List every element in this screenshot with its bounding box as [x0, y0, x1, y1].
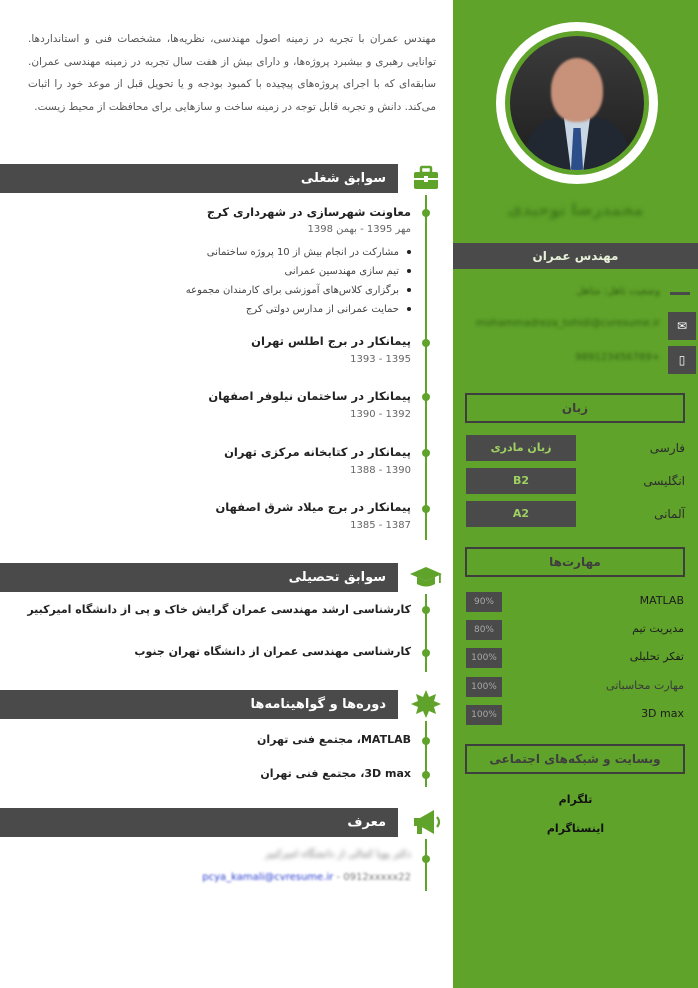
briefcase-icon — [408, 163, 444, 193]
skill-percent-badge: 100% — [466, 705, 502, 725]
phone-row[interactable] — [460, 346, 696, 372]
timeline-dot — [422, 393, 430, 401]
skill-percent-badge: 100% — [466, 677, 502, 697]
timeline-dot — [422, 505, 430, 513]
job-title: معاونت شهرسازی در شهرداری کرج — [206, 205, 411, 219]
instagram-link[interactable]: اینستاگرام — [546, 822, 605, 835]
language-name: آلمانی — [654, 507, 685, 521]
skill-item — [466, 705, 686, 725]
skill-percent-badge: 90% — [466, 592, 502, 612]
languages-heading: زبان — [465, 393, 685, 423]
timeline-dot — [422, 649, 430, 657]
timeline-dot — [422, 606, 430, 614]
job-date: 1392 - 1390 — [350, 409, 411, 420]
courses-section-heading: دوره‌ها و گواهینامه‌ها — [0, 690, 398, 719]
skill-percent-badge: 100% — [466, 648, 502, 668]
phone-text[interactable]: +989123456789 — [575, 352, 660, 363]
graduation-cap-icon — [408, 562, 444, 592]
reference-name: دکتر پویا کمالی از دانشگاه امیرکبیر — [265, 849, 411, 860]
skills-heading: مهارت‌ها — [465, 547, 685, 577]
envelope-icon: ✉ — [668, 312, 696, 340]
job-title: پیمانکار در برج میلاد شرق اصفهان — [215, 500, 411, 514]
reference-phone: 0912xxxxx22 — [343, 872, 411, 883]
email-text[interactable]: mohammadreza_tohidi@cvresume.ir — [476, 318, 660, 329]
skill-percent-badge: 80% — [466, 620, 502, 640]
language-name: انگلیسی — [643, 474, 685, 488]
skill-name: مدیریت تیم — [632, 622, 684, 635]
mobile-phone-icon: ▯ — [668, 346, 696, 374]
timeline-dot — [422, 339, 430, 347]
job-title: پیمانکار در کتابخانه مرکزی تهران — [224, 445, 411, 459]
skill-item — [466, 648, 686, 668]
responsibility-item: مشارکت در انجام بیش از 10 پروژه ساختمانی — [186, 243, 411, 262]
skill-item — [466, 620, 686, 640]
job-title-bar: مهندس عمران — [453, 243, 698, 269]
timeline-dot — [422, 855, 430, 863]
responsibility-item: حمایت عمرانی از مدارس دولتی کرج — [186, 300, 411, 319]
job-date: 1387 - 1385 — [350, 520, 411, 531]
education-section-heading: سوابق تحصیلی — [0, 563, 398, 592]
reference-contact: pcya_kamali@cvresume.ir - 0912xxxxx22 — [202, 872, 411, 883]
language-level: A2 — [466, 501, 576, 527]
skill-name: MATLAB — [639, 594, 684, 607]
work-section-heading: سوابق شغلی — [0, 164, 398, 193]
timeline-dot — [422, 449, 430, 457]
reference-section-heading: معرف — [0, 808, 398, 837]
responsibility-item: برگزاری کلاس‌های آموزشی برای کارمندان مجموعه — [186, 281, 411, 300]
timeline-dot — [422, 737, 430, 745]
job-responsibilities — [186, 243, 411, 319]
summary-paragraph: مهندس عمران با تجربه در زمینه اصول مهندسی، نظریه‌ها، مشخصات فنی و استانداردها. توانایی رهبری و بیشبرد پروژه‌ها، و دارای بیش از هفت سال تجربه در زمینه مهندسی عمران. سابقه‌ای که با اجرای پروژه‌های پیچیده با کمبود بودجه و یا تحویل قبل از موعد خود را اثبات می‌کند. دانش و تجربه قابل توجه در زمینه ساخت و سازهایی برای محافظت از محیط زیست. — [28, 33, 436, 113]
profile-photo — [510, 36, 644, 170]
marital-row — [460, 280, 696, 306]
course-item: MATLAB، مجتمع فنی تهران — [256, 733, 411, 746]
skill-name: 3D max — [641, 707, 684, 720]
job-date: 1390 - 1388 — [350, 465, 411, 476]
language-level: زبان مادری — [466, 435, 576, 461]
course-item: 3D max، مجتمع فنی تهران — [260, 767, 411, 780]
certificate-badge-icon — [408, 689, 444, 719]
timeline-dot — [422, 771, 430, 779]
education-item: کارشناسی مهندسی عمران از دانشگاه تهران جنوب — [134, 645, 411, 658]
skill-name: تفکر تحلیلی — [629, 650, 684, 663]
education-item: کارشناسی ارشد مهندسی عمران گرایش خاک و پی از دانشگاه امیرکبیر — [27, 603, 411, 616]
responsibility-item: تیم سازی مهندسین عمرانی — [186, 262, 411, 281]
profile-name: محمدرضا توحیدی — [507, 200, 644, 219]
skill-name: مهارت محاسباتی — [606, 679, 684, 692]
skill-item — [466, 677, 686, 697]
job-title: پیمانکار در برج اطلس تهران — [251, 334, 411, 348]
skill-item — [466, 592, 686, 612]
job-title: پیمانکار در ساختمان نیلوفر اصفهان — [208, 389, 411, 403]
social-heading: وبسایت و شبکه‌های اجتماعی — [465, 744, 685, 774]
email-row[interactable] — [460, 312, 696, 338]
language-level: B2 — [466, 468, 576, 494]
megaphone-icon — [408, 807, 444, 837]
work-timeline — [425, 195, 427, 540]
dash-icon — [670, 292, 690, 295]
reference-timeline — [425, 839, 427, 891]
language-name: فارسی — [649, 441, 685, 455]
job-date: 1395 - 1393 — [350, 354, 411, 365]
job-date: مهر 1395 - بهمن 1398 — [307, 224, 411, 235]
marital-status: وضعیت تاهل: متاهل — [576, 286, 660, 297]
reference-email[interactable]: pcya_kamali@cvresume.ir — [202, 872, 334, 883]
timeline-dot — [422, 209, 430, 217]
telegram-link[interactable]: تلگرام — [558, 793, 593, 806]
